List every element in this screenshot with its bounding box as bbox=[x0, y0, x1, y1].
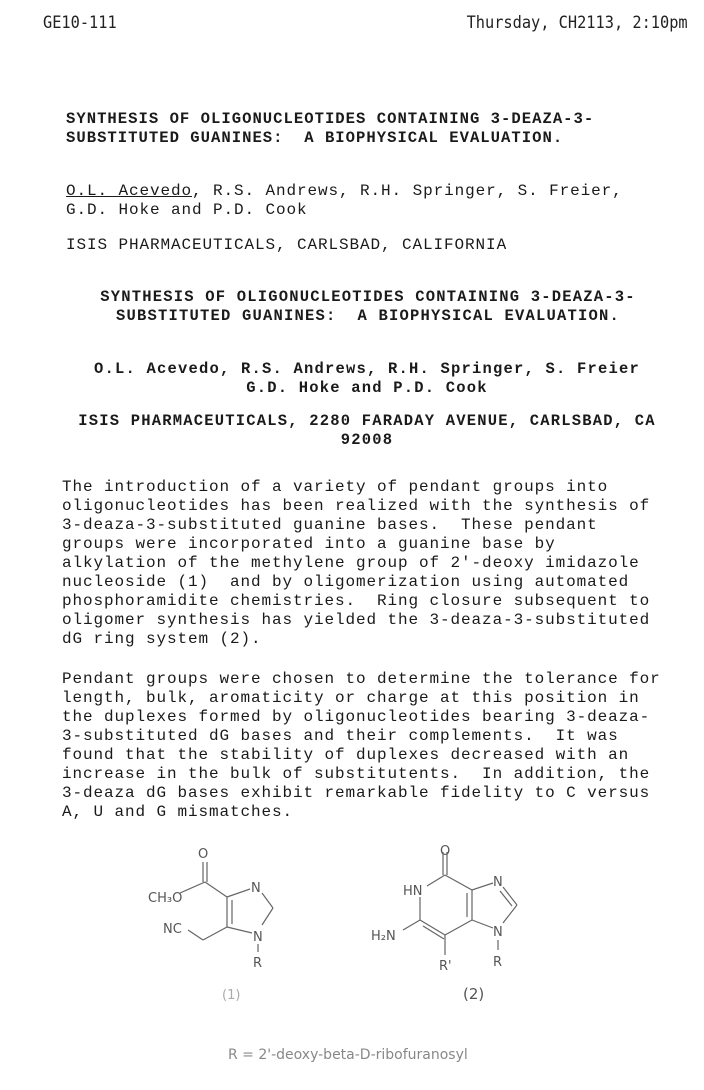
abstract-affiliation bbox=[0, 412, 704, 450]
authors-line2: G.D. Hoke and P.D. Cook bbox=[66, 201, 308, 219]
atom-label: O bbox=[440, 844, 451, 859]
compound-2-structure bbox=[371, 844, 517, 1003]
text-line: phosphoramidite chemistries. Ring closure subsequent to bbox=[62, 592, 651, 610]
text-line: increase in the bulk of substitutents. In addition, the bbox=[62, 765, 651, 783]
title-line: SYNTHESIS OF OLIGONUCLEOTIDES CONTAINING 3-DEAZA-3- bbox=[100, 288, 636, 306]
affiliation-line: 92008 bbox=[340, 431, 394, 449]
atom-label: NC bbox=[163, 922, 182, 937]
abstract-authors bbox=[0, 360, 704, 398]
text-line: A, U and G mismatches. bbox=[62, 803, 294, 821]
text-line: nucleoside (1) and by oligomerization using automated bbox=[62, 573, 630, 591]
author-line: O.L. Acevedo, R.S. Andrews, R.H. Springer, S. Freier bbox=[93, 360, 641, 378]
atom-label: N bbox=[493, 875, 503, 890]
text-line: Pendant groups were chosen to determine the tolerance for bbox=[62, 670, 661, 688]
submission-title bbox=[66, 110, 594, 148]
text-line: groups were incorporated into a guanine base by bbox=[62, 535, 556, 553]
author-line: G.D. Hoke and P.D. Cook bbox=[246, 379, 488, 397]
compound-1-structure bbox=[148, 847, 273, 1003]
text-line: oligonucleotides has been realized with the synthesis of bbox=[62, 497, 651, 515]
text-line: 3-substituted dG bases and their complements. It was bbox=[62, 727, 619, 745]
title-line: SYNTHESIS OF OLIGONUCLEOTIDES CONTAINING 3-DEAZA-3- bbox=[66, 110, 595, 128]
atom-label: N bbox=[493, 925, 503, 940]
atom-label: N bbox=[253, 930, 263, 945]
text-line: The introduction of a variety of pendant groups into bbox=[62, 478, 609, 496]
atom-label: O bbox=[198, 847, 209, 862]
abstract-paragraph-1 bbox=[62, 478, 650, 649]
text-line: 3-deaza dG bases exhibit remarkable fidelity to C versus bbox=[62, 784, 651, 802]
atom-label: R bbox=[493, 955, 503, 970]
compound-label: (1) bbox=[222, 988, 241, 1003]
atom-label: N bbox=[251, 881, 261, 896]
text-line: the duplexes formed by oligonucleotides bearing 3-deaza- bbox=[62, 708, 651, 726]
affiliation-line: ISIS PHARMACEUTICALS, 2280 FARADAY AVENUE, CARLSBAD, CA bbox=[78, 412, 656, 430]
atom-label: HN bbox=[403, 884, 423, 899]
atom-label: R bbox=[253, 956, 263, 971]
title-line: SUBSTITUTED GUANINES: A BIOPHYSICAL EVALUATION. bbox=[66, 129, 564, 147]
other-authors: , R.S. Andrews, R.H. Springer, S. Freier, bbox=[192, 182, 623, 200]
session-code: GE10-111 bbox=[43, 13, 117, 33]
text-line: dG ring system (2). bbox=[62, 630, 262, 648]
abstract-paragraph-2 bbox=[62, 670, 661, 822]
atom-label: R' bbox=[439, 959, 452, 974]
atom-label: CH₃O bbox=[148, 891, 183, 906]
text-line: found that the stability of duplexes decreased with an bbox=[62, 746, 630, 764]
atom-label: H₂N bbox=[371, 929, 396, 944]
figure-caption: R = 2'-deoxy-beta-D-ribofuranosyl bbox=[228, 1047, 468, 1063]
presenting-author: O.L. Acevedo bbox=[66, 182, 193, 200]
title-line: SUBSTITUTED GUANINES: A BIOPHYSICAL EVALUATION. bbox=[115, 307, 621, 325]
chemical-structures-figure bbox=[0, 830, 704, 1090]
submission-authors bbox=[66, 182, 623, 220]
abstract-title bbox=[0, 288, 704, 326]
text-line: 3-deaza-3-substituted guanine bases. These pendant bbox=[62, 516, 598, 534]
text-line: length, bulk, aromaticity or charge at this position in bbox=[62, 689, 640, 707]
session-time: Thursday, CH2113, 2:10pm bbox=[466, 13, 688, 33]
compound-label: (2) bbox=[463, 985, 485, 1003]
submission-affiliation: ISIS PHARMACEUTICALS, CARLSBAD, CALIFORNIA bbox=[66, 236, 508, 254]
text-line: oligomer synthesis has yielded the 3-deaza-3-substituted bbox=[62, 611, 651, 629]
text-line: alkylation of the methylene group of 2'-deoxy imidazole bbox=[62, 554, 640, 572]
